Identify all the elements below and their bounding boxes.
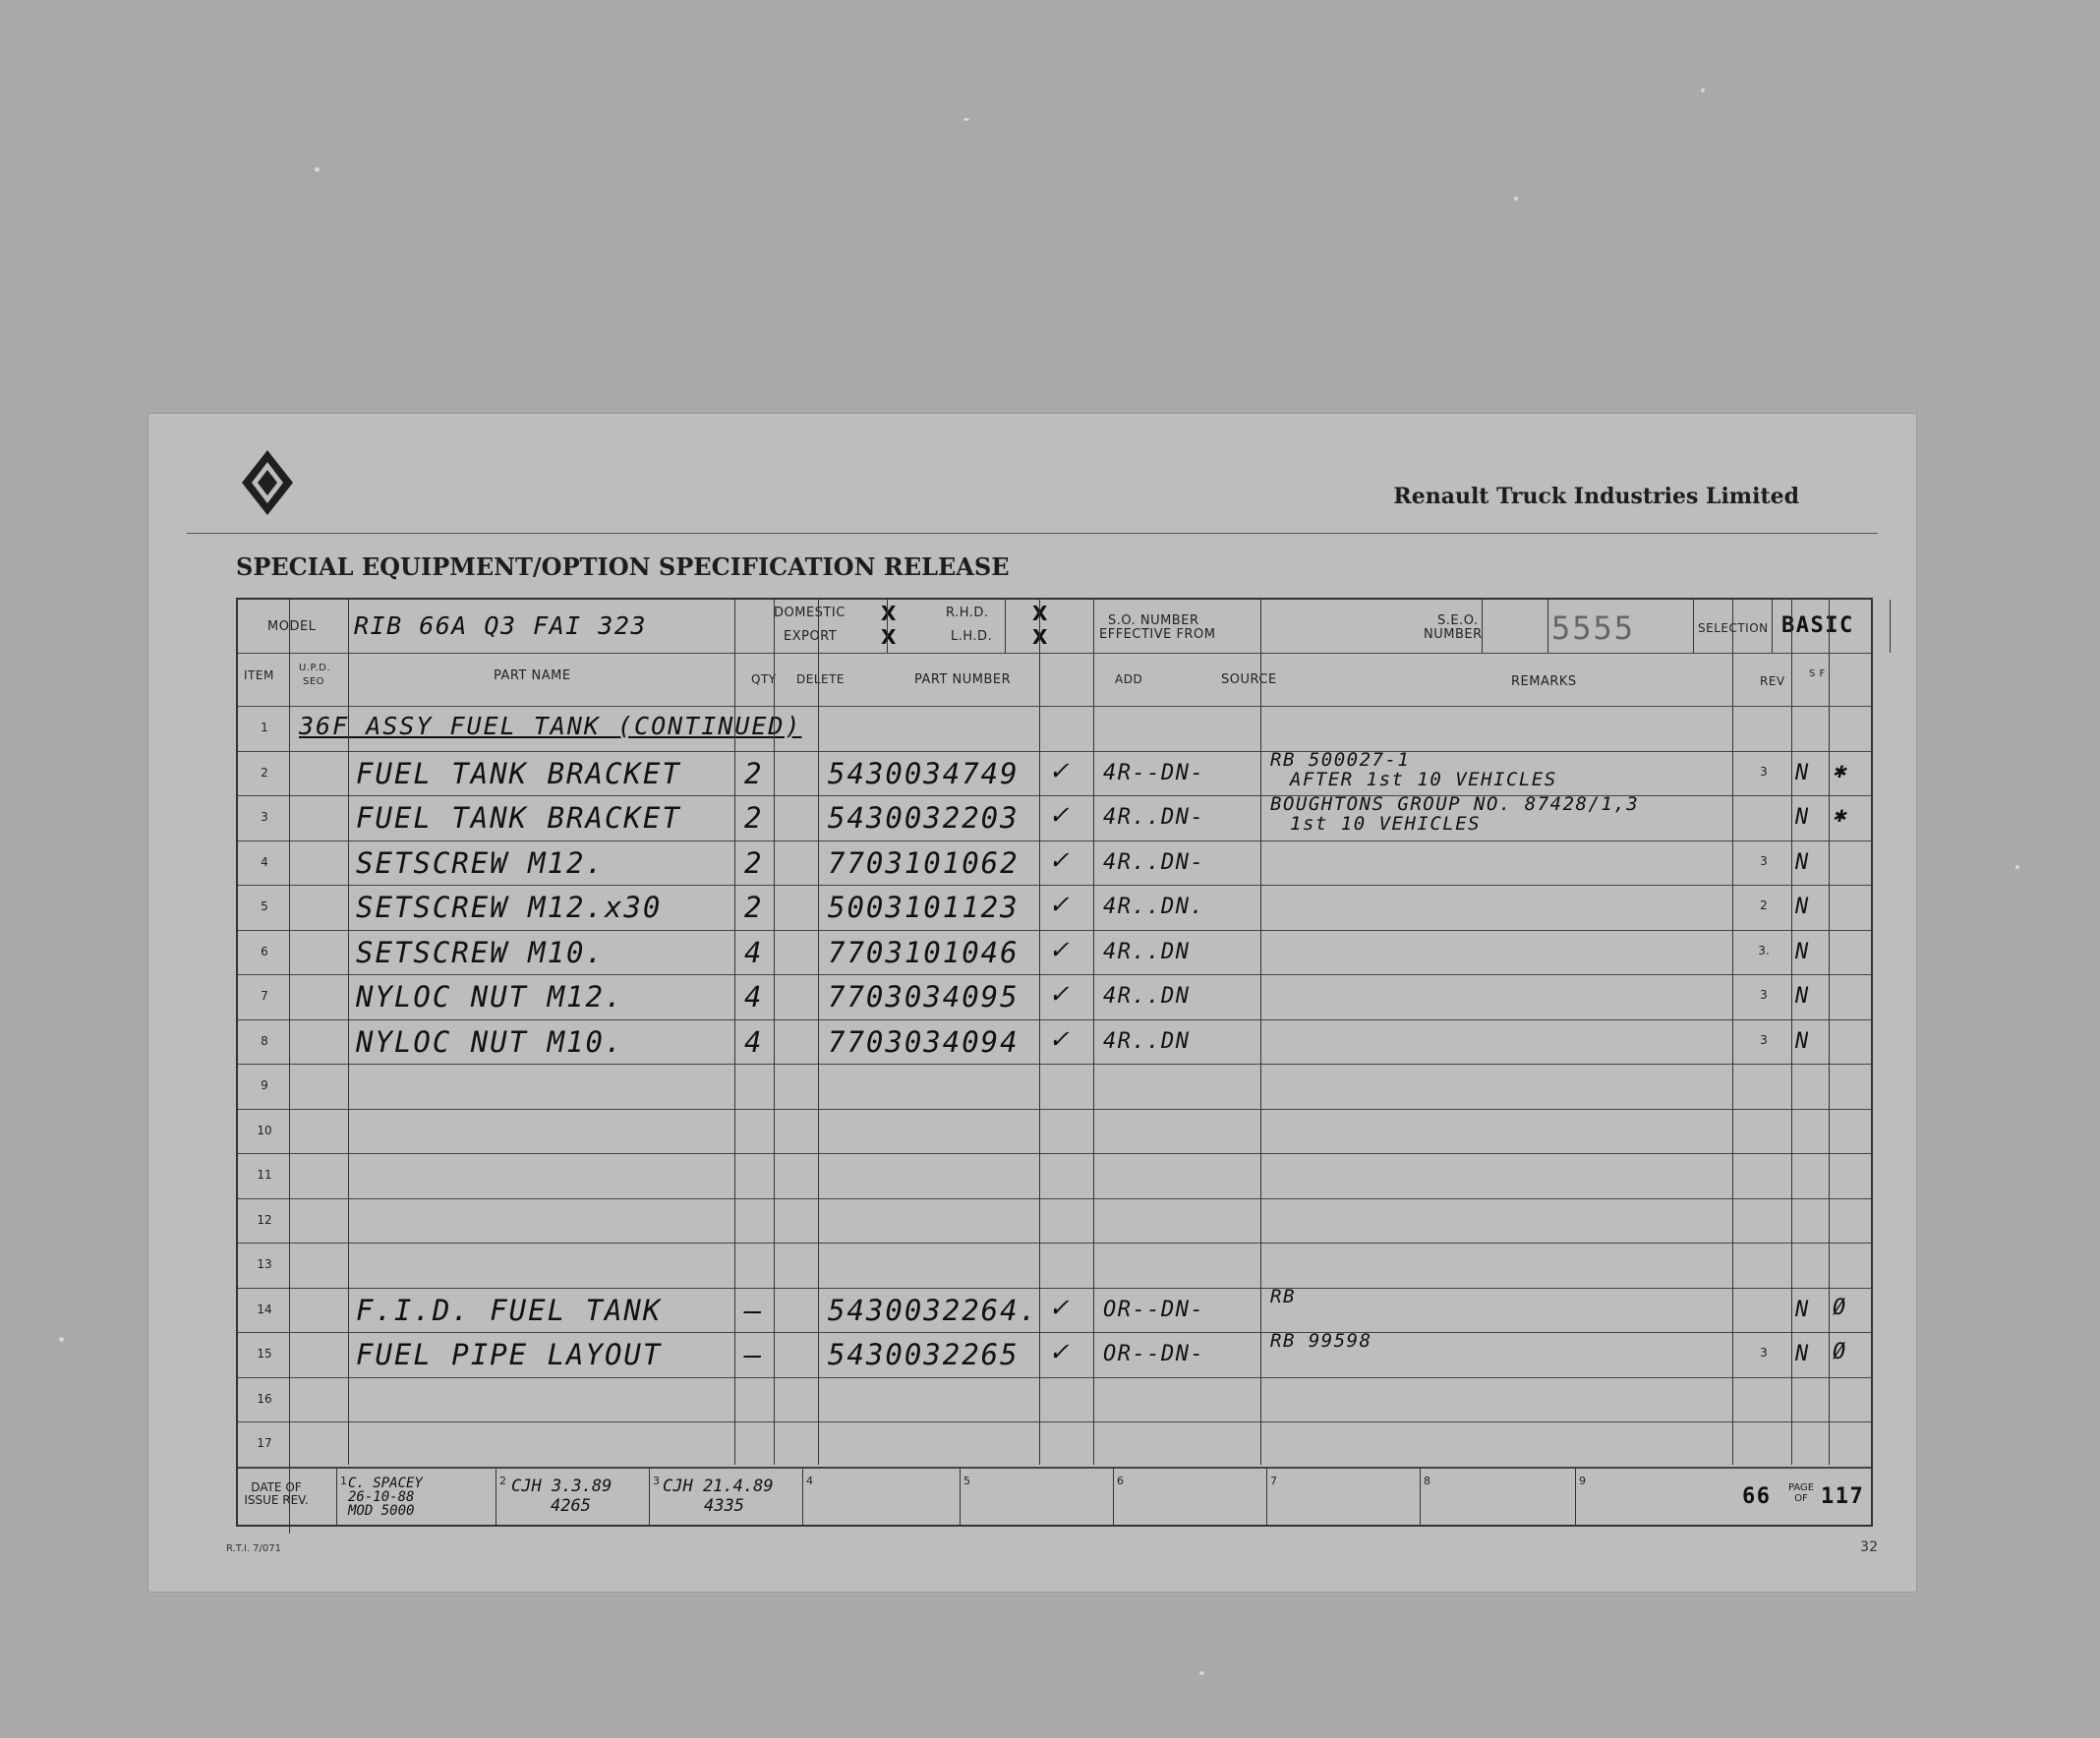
lhd-mark: X: [1032, 625, 1048, 649]
specification-sheet: [147, 413, 1917, 1593]
row-rev: 3: [1760, 764, 1768, 779]
rev2-mod: 4265: [551, 1496, 591, 1516]
col-item: ITEM: [244, 668, 274, 682]
footer-line: [238, 1467, 1871, 1469]
row-part-number: 7703034094: [828, 1024, 1020, 1059]
date-of-issue-label: [242, 1481, 311, 1507]
row-t-flag: ✱: [1833, 803, 1847, 828]
row-add-check: ✓: [1050, 931, 1070, 965]
col-sf: S F: [1809, 668, 1826, 679]
rhd-mark: X: [1032, 602, 1048, 625]
revision-number: 2: [499, 1474, 507, 1487]
seo-number-label-1: S.E.O.: [1437, 613, 1479, 628]
col-part-name: PART NAME: [494, 668, 571, 683]
row-item-number: 8: [261, 1033, 268, 1048]
model-label: MODEL: [267, 619, 317, 634]
row-item-number: 15: [257, 1347, 272, 1361]
row-item-number: 10: [257, 1123, 272, 1137]
row-line: [238, 974, 1871, 975]
row-remarks: RB 99598: [1270, 1330, 1372, 1352]
selection-label: SELECTION: [1698, 621, 1769, 635]
row-line: [238, 1153, 1871, 1154]
row-s-flag: N: [1795, 1297, 1810, 1322]
row-qty: 2: [744, 891, 764, 924]
row-line: [238, 1019, 1871, 1020]
row-line: [238, 1421, 1871, 1422]
row-s-flag: N: [1795, 1028, 1810, 1054]
row-line: [238, 1243, 1871, 1244]
domestic-mark: X: [881, 602, 897, 625]
revision-number: 4: [806, 1474, 814, 1487]
form-title: SPECIAL EQUIPMENT/OPTION SPECIFICATION RELEASE: [236, 552, 1010, 581]
row-part-name: NYLOC NUT M10.: [356, 1024, 624, 1059]
footer-divider: [1266, 1467, 1267, 1526]
row-item-number: 4: [261, 854, 268, 869]
row-t-flag: ✱: [1833, 758, 1847, 783]
header-divider: [1482, 600, 1483, 653]
header-line: [238, 706, 1871, 707]
row-item-number: 9: [261, 1078, 268, 1092]
row-remarks: RB: [1270, 1285, 1296, 1307]
row-item-number: 5: [261, 899, 268, 913]
footer-divider: [960, 1467, 961, 1526]
revision-number: 8: [1424, 1474, 1431, 1487]
row-add-check: ✓: [1050, 1020, 1070, 1055]
row-part-name: SETSCREW M12.: [356, 845, 605, 880]
column-line: [289, 600, 290, 1534]
date-of-label: DATE OF: [251, 1480, 302, 1494]
row-line: [238, 1109, 1871, 1110]
row-source: OR--DN-: [1103, 1297, 1205, 1322]
row-t-flag: Ø: [1833, 1340, 1847, 1364]
row-item-number: 11: [257, 1168, 272, 1182]
row-rev: 3.: [1758, 943, 1770, 957]
row-part-name: SETSCREW M10.: [356, 935, 605, 969]
row-source: OR--DN-: [1103, 1342, 1205, 1366]
row-part-number: 7703101046: [828, 935, 1020, 969]
row-part-number: 5430032265: [828, 1338, 1020, 1371]
row-qty: –: [744, 1338, 764, 1371]
row-line: [238, 1198, 1871, 1199]
footer-divider: [1113, 1467, 1114, 1526]
revision-number: 5: [963, 1474, 971, 1487]
row-item-number: 7: [261, 989, 268, 1003]
issue-rev-label: ISSUE REV.: [244, 1493, 309, 1507]
row-part-name: F.I.D. FUEL TANK: [356, 1293, 663, 1327]
rev1-name: C. SPACEY: [348, 1476, 423, 1491]
row-add-check: ✓: [1050, 752, 1070, 786]
row-source: 4R..DN-: [1103, 849, 1205, 875]
row-item-number: 13: [257, 1257, 272, 1271]
row-s-flag: N: [1795, 984, 1810, 1009]
page-label: PAGE: [1787, 1482, 1815, 1493]
footer-divider: [1575, 1467, 1576, 1526]
row-qty: 2: [744, 845, 764, 880]
row-source: 4R..DN: [1103, 984, 1191, 1009]
row-add-check: ✓: [1050, 1334, 1070, 1367]
row-line: [238, 751, 1871, 752]
so-number-label: S.O. NUMBER: [1108, 613, 1199, 628]
company-name: Renault Truck Industries Limited: [1393, 484, 1799, 509]
row-rev: 3: [1760, 1346, 1768, 1360]
row-item-number: 12: [257, 1212, 272, 1227]
header-divider: [1547, 600, 1548, 653]
column-line: [1039, 600, 1040, 1465]
footer-divider: [336, 1467, 337, 1526]
row-item-number: 1: [261, 721, 268, 734]
header-line: [238, 653, 1871, 654]
row-line: [238, 885, 1871, 886]
revision-number: 1: [340, 1474, 348, 1487]
row-item-number: 2: [261, 765, 268, 780]
page-total: 117: [1821, 1484, 1865, 1509]
footer-divider: [802, 1467, 803, 1526]
row-rev: 3: [1760, 1032, 1768, 1047]
row-s-flag: N: [1795, 849, 1810, 875]
row-qty: 4: [744, 980, 764, 1014]
rev1-mod: MOD 5000: [348, 1503, 415, 1519]
column-line: [1260, 600, 1261, 1465]
row-source: 4R..DN.: [1103, 895, 1205, 919]
row-part-number: 5003101123: [828, 891, 1020, 924]
col-part-number: PART NUMBER: [914, 672, 1012, 687]
export-label: EXPORT: [784, 629, 838, 644]
column-line: [1732, 600, 1733, 1465]
header-rule: [187, 533, 1878, 534]
row-rev: 3: [1760, 853, 1768, 868]
spec-table: [236, 598, 1873, 1527]
row-part-number: 5430034749: [828, 756, 1020, 790]
footer-divider: [649, 1467, 650, 1526]
page-number: 66: [1742, 1484, 1772, 1509]
row-qty: 2: [744, 756, 764, 790]
col-delete: DELETE: [796, 672, 846, 686]
row-qty: –: [744, 1293, 764, 1327]
row-add-check: ✓: [1050, 797, 1070, 831]
row-rev: 2: [1760, 898, 1768, 912]
form-code: R.T.I. 7/071: [226, 1543, 281, 1554]
row-add-check: ✓: [1050, 887, 1070, 920]
revision-number: 3: [653, 1474, 661, 1487]
row-part-name: NYLOC NUT M12.: [356, 980, 624, 1014]
column-line: [818, 600, 819, 1465]
col-rev: REV: [1760, 674, 1785, 688]
rev2-date: CJH 3.3.89: [511, 1477, 612, 1496]
page-of-label: [1781, 1482, 1821, 1504]
row-s-flag: N: [1795, 1342, 1810, 1366]
row-source: 4R..DN: [1103, 939, 1191, 964]
column-line: [1791, 600, 1792, 1465]
row-add-check: ✓: [1050, 1289, 1070, 1323]
export-mark: X: [881, 625, 897, 649]
row-line: [238, 1332, 1871, 1333]
row-part-name: 36F ASSY FUEL TANK (CONTINUED): [299, 712, 802, 740]
row-remarks: RB 500027-1: [1270, 748, 1411, 771]
effective-from-label: EFFECTIVE FROM: [1099, 627, 1216, 642]
row-line: [238, 1288, 1871, 1289]
renault-logo-icon: [240, 448, 295, 517]
revision-number: 9: [1579, 1474, 1587, 1487]
row-rev: 3: [1760, 988, 1768, 1002]
row-part-number: 7703034095: [828, 980, 1020, 1014]
column-line: [734, 600, 735, 1465]
header-divider: [1005, 600, 1006, 653]
domestic-label: DOMESTIC: [774, 606, 846, 620]
row-part-name: SETSCREW M12.x30: [356, 891, 663, 924]
row-add-check: ✓: [1050, 841, 1070, 876]
row-item-number: 6: [261, 944, 268, 958]
col-add: ADD: [1115, 672, 1143, 686]
header-divider: [887, 600, 888, 653]
corner-mark: 32: [1860, 1539, 1878, 1555]
row-item-number: 17: [257, 1436, 272, 1450]
row-part-name: FUEL PIPE LAYOUT: [356, 1338, 663, 1371]
header-divider: [1772, 600, 1773, 653]
row-source: 4R--DN-: [1103, 760, 1205, 785]
row-item-number: 16: [257, 1391, 272, 1406]
row-s-flag: N: [1795, 939, 1810, 964]
row-item-number: 3: [261, 810, 268, 824]
row-line: [238, 930, 1871, 931]
rev1-date: 26-10-88: [348, 1489, 415, 1505]
rev3-date: CJH 21.4.89: [663, 1477, 774, 1496]
col-remarks: REMARKS: [1511, 674, 1577, 689]
row-t-flag: Ø: [1833, 1295, 1847, 1320]
column-line: [1093, 600, 1094, 1465]
row-item-number: 14: [257, 1302, 272, 1316]
selection-value: BASIC: [1781, 613, 1854, 638]
seo-number-label-2: NUMBER: [1424, 627, 1483, 642]
row-qty: 2: [744, 801, 764, 835]
rev2-entry: [511, 1477, 612, 1516]
col-seo: SEO: [303, 676, 325, 687]
row-qty: 4: [744, 935, 764, 969]
row-s-flag: N: [1795, 760, 1810, 785]
row-line: [238, 1064, 1871, 1065]
rev3-mod: 4335: [704, 1496, 744, 1516]
col-qty: QTY: [751, 672, 777, 686]
rhd-label: R.H.D.: [946, 606, 989, 620]
of-label: OF: [1794, 1493, 1808, 1504]
rev1-entry: [348, 1477, 423, 1518]
column-line: [1829, 600, 1830, 1465]
header-divider: [1890, 600, 1891, 653]
row-add-check: ✓: [1050, 976, 1070, 1010]
footer-divider: [1420, 1467, 1421, 1526]
row-remarks-line2: 1st 10 VEHICLES: [1290, 813, 1482, 835]
revision-number: 6: [1117, 1474, 1125, 1487]
row-source: 4R..DN: [1103, 1028, 1191, 1054]
col-source: SOURCE: [1221, 672, 1277, 687]
row-part-number: 5430032203: [828, 801, 1020, 835]
header-divider: [1693, 600, 1694, 653]
seo-number-value: 5555: [1551, 609, 1636, 647]
lhd-label: L.H.D.: [951, 629, 993, 644]
row-qty: 4: [744, 1024, 764, 1059]
row-part-number: 7703101062: [828, 845, 1020, 880]
row-part-name: FUEL TANK BRACKET: [356, 801, 681, 835]
row-s-flag: N: [1795, 895, 1810, 919]
row-source: 4R..DN-: [1103, 805, 1205, 830]
row-part-number: 5430032264.: [828, 1293, 1039, 1327]
row-s-flag: N: [1795, 805, 1810, 830]
row-line: [238, 840, 1871, 841]
row-line: [238, 1377, 1871, 1378]
revision-number: 7: [1270, 1474, 1278, 1487]
column-line: [348, 600, 349, 1465]
row-part-name: FUEL TANK BRACKET: [356, 756, 681, 790]
col-upd: U.P.D.: [299, 663, 331, 673]
rev3-entry: [663, 1477, 774, 1516]
row-remarks-line2: AFTER 1st 10 VEHICLES: [1290, 768, 1557, 790]
model-value: RIB 66A Q3 FAI 323: [354, 611, 647, 640]
column-line: [774, 600, 775, 1465]
row-remarks: BOUGHTONS GROUP NO. 87428/1,3: [1270, 793, 1640, 815]
